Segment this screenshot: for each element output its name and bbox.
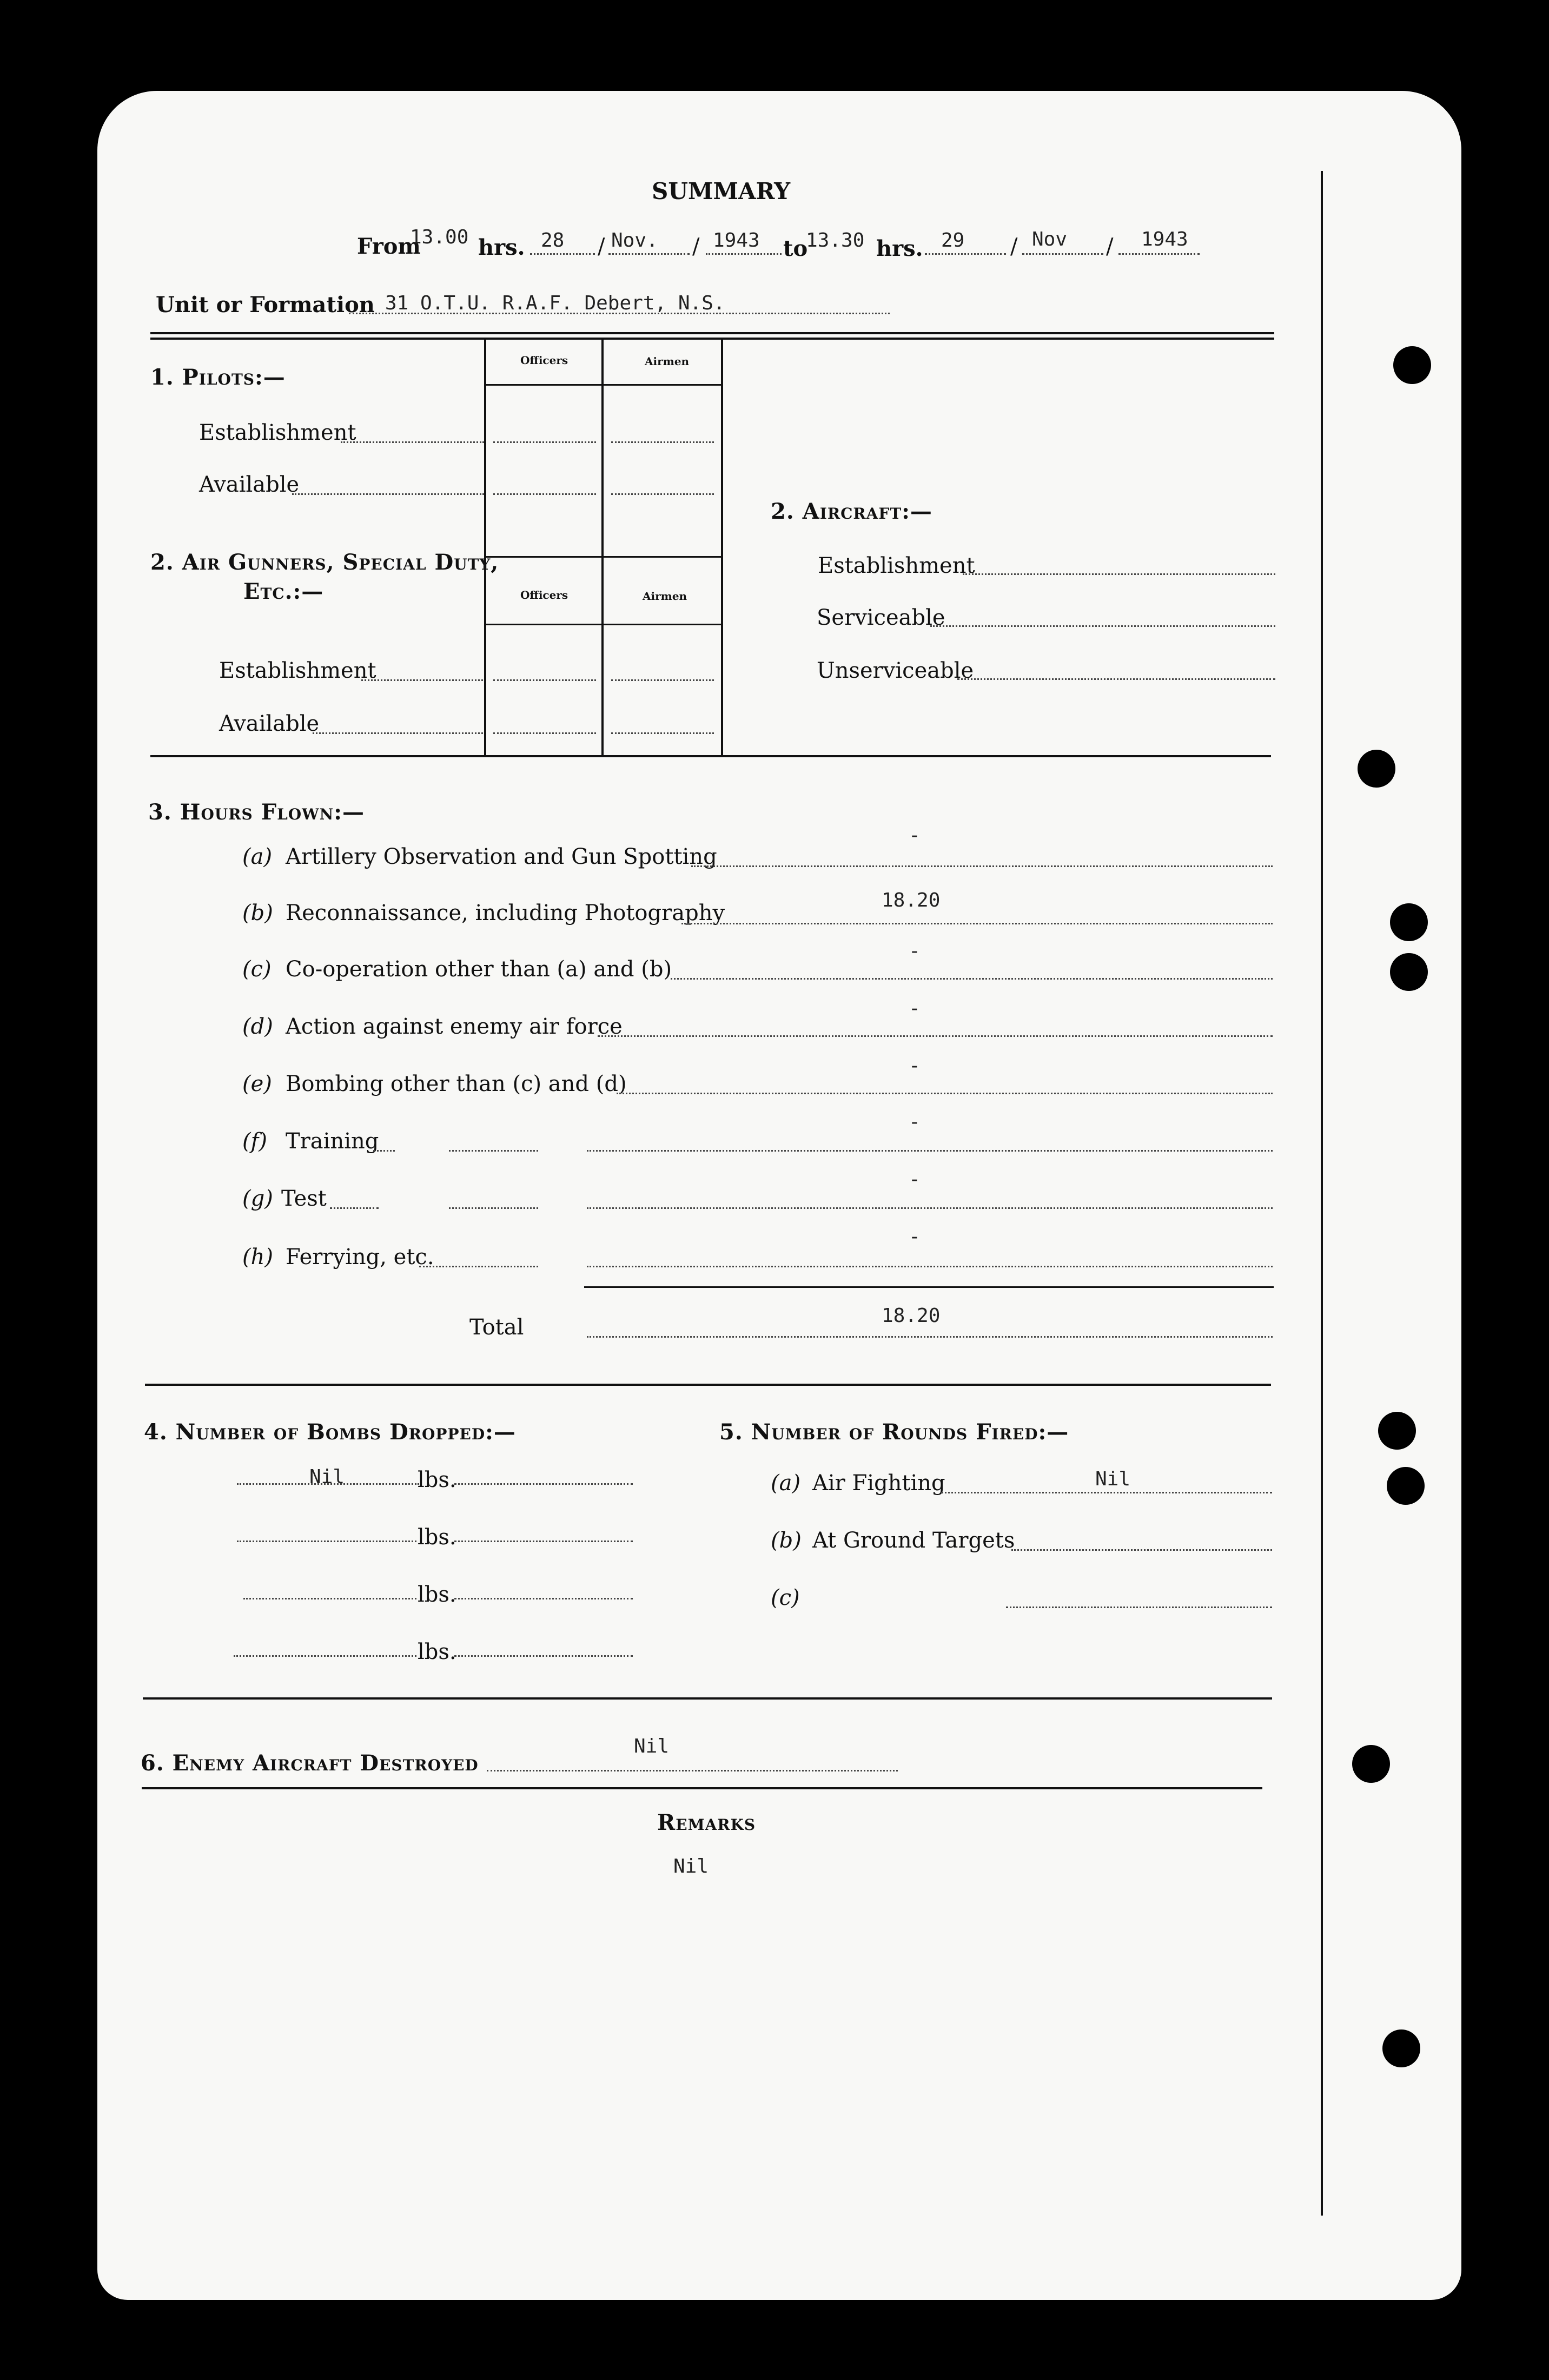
hours-row-d-value: - bbox=[909, 997, 921, 1020]
hours-row-g-label: Test bbox=[281, 1186, 327, 1211]
from-hrs-label: hrs. bbox=[478, 235, 525, 260]
from-month: Nov. bbox=[611, 229, 658, 252]
page-title: SUMMARY bbox=[652, 178, 791, 204]
binder-hole bbox=[1387, 1467, 1425, 1505]
hours-row-a-label: Artillery Observation and Gun Spotting bbox=[286, 844, 717, 869]
to-hrs-label: hrs. bbox=[876, 236, 923, 261]
from-day: 28 bbox=[541, 229, 565, 252]
bombs-unit-4: lbs. bbox=[418, 1639, 456, 1664]
pilots-heading: 1. Pilots:— bbox=[150, 365, 286, 390]
hours-total-label: Total bbox=[469, 1315, 524, 1340]
hours-row-f-label: Training bbox=[286, 1129, 379, 1154]
gunners-col-airmen: Airmen bbox=[643, 590, 687, 603]
binder-hole bbox=[1352, 1745, 1390, 1783]
aircraft-unserviceable-label: Unserviceable bbox=[817, 658, 974, 683]
binder-hole bbox=[1358, 750, 1395, 788]
to-time: 13.30 bbox=[806, 229, 865, 252]
pilots-col-airmen: Airmen bbox=[645, 355, 690, 368]
hours-row-d-label: Action against enemy air force bbox=[286, 1014, 623, 1039]
aircraft-establishment-label: Establishment bbox=[818, 553, 975, 578]
hours-row-g-value: - bbox=[909, 1168, 921, 1191]
from-year: 1943 bbox=[713, 229, 760, 252]
binder-hole bbox=[1382, 2029, 1420, 2067]
rounds-heading: 5. Number of Rounds Fired:— bbox=[719, 1419, 1069, 1445]
bombs-unit-3: lbs. bbox=[418, 1582, 456, 1607]
enemy-value: Nil bbox=[634, 1735, 670, 1757]
hours-row-b-label: Reconnaissance, including Photography bbox=[286, 901, 725, 925]
gunners-heading-etc: Etc.:— bbox=[243, 579, 324, 604]
hours-row-e-label: Bombing other than (c) and (d) bbox=[286, 1072, 627, 1096]
rounds-a-value: Nil bbox=[1095, 1468, 1131, 1490]
enemy-heading: 6. Enemy Aircraft Destroyed bbox=[141, 1750, 479, 1776]
to-label: to bbox=[783, 236, 808, 261]
right-margin-line bbox=[1321, 171, 1323, 2216]
hours-heading: 3. Hours Flown:— bbox=[148, 799, 365, 825]
rounds-a-label: Air Fighting bbox=[812, 1471, 945, 1496]
pilots-col-officers: Officers bbox=[520, 354, 568, 367]
binder-hole bbox=[1378, 1412, 1416, 1450]
hours-row-e-value: - bbox=[909, 1055, 921, 1077]
hours-total-value: 18.20 bbox=[882, 1305, 941, 1327]
unit-label: Unit or Formation bbox=[156, 292, 375, 318]
bombs-heading: 4. Number of Bombs Dropped:— bbox=[144, 1419, 516, 1445]
bombs-value-1: Nil bbox=[309, 1466, 345, 1488]
bombs-unit-1: lbs. bbox=[418, 1467, 456, 1492]
to-month: Nov bbox=[1032, 228, 1068, 250]
bombs-unit-2: lbs. bbox=[418, 1525, 456, 1550]
aircraft-serviceable-label: Serviceable bbox=[817, 605, 945, 630]
hours-row-c-value: - bbox=[909, 940, 921, 962]
from-time: 13.00 bbox=[410, 226, 469, 248]
remarks-heading: Remarks bbox=[657, 1810, 756, 1835]
remarks-value: Nil bbox=[673, 1855, 709, 1877]
binder-hole bbox=[1393, 346, 1431, 384]
hours-row-b-value: 18.20 bbox=[882, 889, 941, 911]
pilots-establishment-label: Establishment bbox=[199, 420, 356, 445]
hours-row-c-label: Co-operation other than (a) and (b) bbox=[286, 957, 672, 982]
binder-hole bbox=[1390, 903, 1428, 941]
hours-row-f-value: - bbox=[909, 1111, 921, 1133]
gunners-heading: 2. Air Gunners, Special Duty, bbox=[150, 550, 499, 575]
to-day: 29 bbox=[941, 229, 965, 252]
pilots-available-label: Available bbox=[199, 472, 300, 497]
hours-row-h-label: Ferrying, etc. bbox=[286, 1245, 434, 1270]
aircraft-heading: 2. Aircraft:— bbox=[771, 499, 932, 524]
to-year: 1943 bbox=[1141, 228, 1188, 250]
unit-value: 31 O.T.U. R.A.F. Debert, N.S. bbox=[385, 292, 725, 314]
hours-row-a-value: - bbox=[909, 824, 921, 847]
gunners-establishment-label: Establishment bbox=[219, 658, 376, 683]
from-label: From bbox=[357, 234, 421, 259]
binder-hole bbox=[1390, 953, 1428, 991]
gunners-col-officers: Officers bbox=[520, 589, 568, 601]
rounds-b-label: At Ground Targets bbox=[812, 1528, 1015, 1553]
hours-row-h-value: - bbox=[909, 1226, 921, 1248]
gunners-available-label: Available bbox=[219, 711, 320, 736]
form-page: SUMMARY From 13.00 hrs. 28 / Nov. / 1943 to 13.30 hrs. 29 / Nov / 1943 Unit or Formation 31 O.T.U. R.A.F. Debert, N.S. Officers Airmen Officers Airmen 1. Pilots:— Establishment Available 2. Air Gunners, Special Duty, Etc.:— Establishment Available 2. Aircraft:— Establishment Serviceable Unserviceable 3. Hours Flown:— (a) Artillery Observation and Gun Spotting - (b) Reconnaissance, including Photography 18.20 (c) Co-operation other than (a) and (b) - (d) Action against enemy air force - (e) Bombing other than (c) and (d) - (f) Training - (g) Test - (h) Ferrying, etc. - Total 18.20 4. Number of Bombs Dropped:— Nil lbs. lbs. lbs. lbs. 5. Number of Rounds Fired:— (a) Air Fighting Nil (b) At Ground Targets (c) 6. Enemy Aircraft Destroyed Nil Remarks Nil bbox=[97, 91, 1461, 2300]
